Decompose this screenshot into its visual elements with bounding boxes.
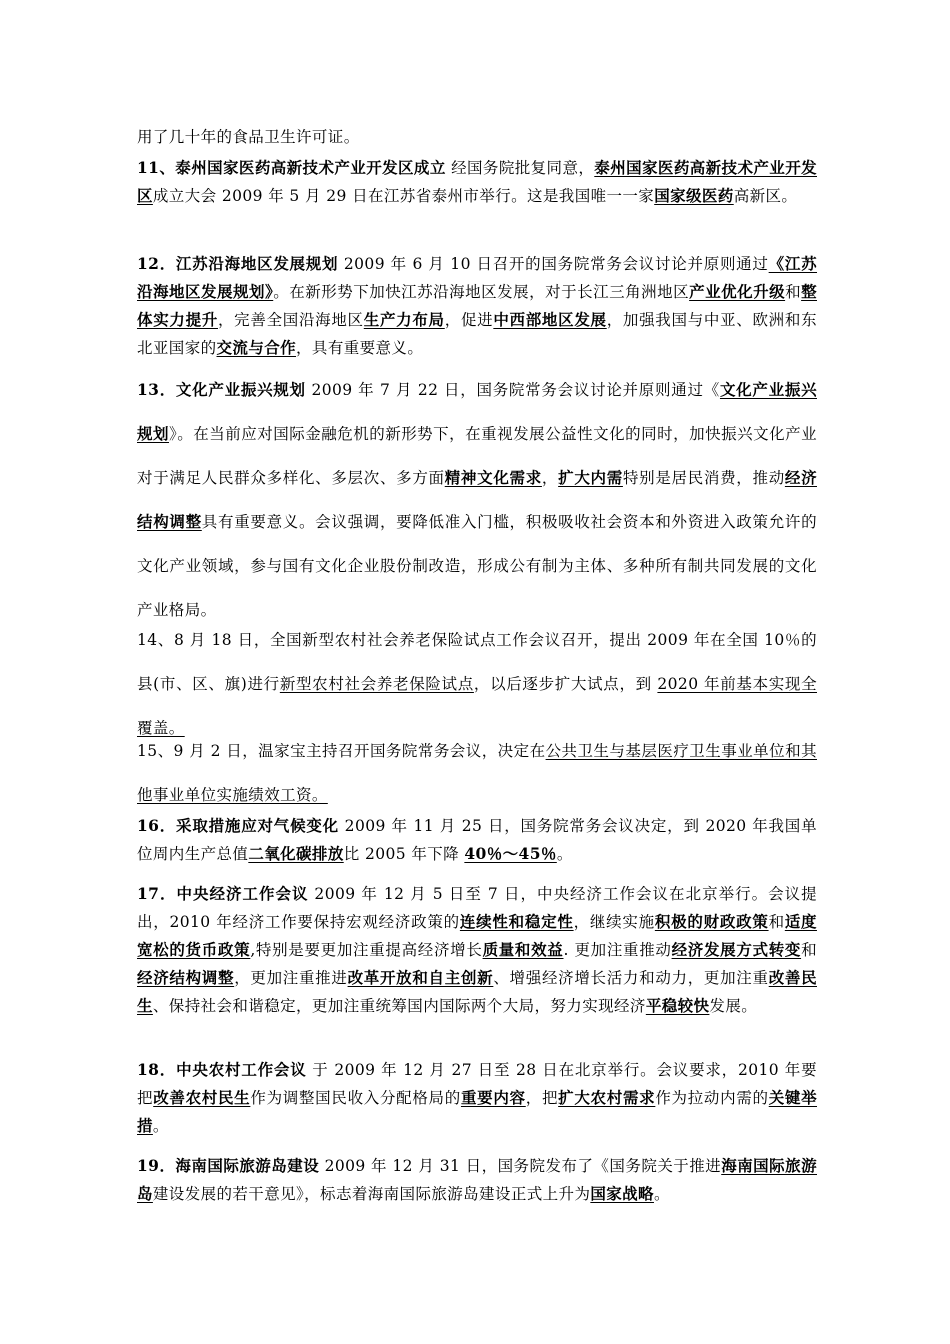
- heading-text: 11、泰州国家医药高新技术产业开发区成立: [137, 158, 446, 177]
- body-text: 2009 年 7 月 22 日，国务院常务会议讨论并原则通过《: [305, 381, 720, 399]
- key-term: 海南国际旅游岛: [137, 1156, 817, 1203]
- heading-text: 13．文化产业振兴规划: [137, 380, 306, 399]
- body-text: 作为拉动内需的: [655, 1089, 769, 1107]
- key-term: 平稳较快: [645, 996, 710, 1015]
- body-text: 2009 年 12 月 31 日，国务院发布了《国务院关于推进: [319, 1157, 722, 1175]
- key-term: 扩大内需: [558, 468, 623, 487]
- body-text: ,特别是要更加注重提高经济增长: [250, 941, 483, 959]
- body-text: 和: [801, 941, 817, 959]
- body-text: ，继续实施: [573, 913, 655, 931]
- body-text: 。: [653, 1185, 670, 1203]
- key-term: 产业优化升级: [689, 282, 786, 301]
- paragraph-continuation: [137, 123, 817, 151]
- key-term: 新型农村社会养老保险试点: [279, 675, 474, 693]
- body-text: 、增强经济增长活力和动力，更加注重: [493, 969, 769, 987]
- body-text: ，加强我国与中亚、欧洲和东北亚国家的: [137, 311, 817, 357]
- body-text: ，: [541, 469, 559, 487]
- body-text: 经国务院批复同意，: [445, 159, 595, 177]
- key-term: 改善民生: [137, 968, 817, 1015]
- key-term: 40％～45％: [464, 844, 557, 863]
- key-term: 交流与合作: [216, 338, 297, 357]
- body-text: 、保持社会和谐稳定，更加注重统筹国内国际两个大局，努力实现经济: [152, 997, 646, 1015]
- heading-text: 19．海南国际旅游岛建设: [137, 1156, 320, 1175]
- body-text: ，把: [525, 1089, 559, 1107]
- body-text: 。: [152, 1117, 169, 1135]
- body-text: 2009 年 12 月 5 日至 7 日，中央经济工作会议在北京举行。会议提出，2010 年经济工作要保持宏观经济政策的: [137, 885, 817, 931]
- body-text: 。: [556, 845, 573, 863]
- paragraph-12: [137, 250, 817, 362]
- body-text: 发展。: [709, 997, 758, 1015]
- heading-text: 16．采取措施应对气候变化: [137, 816, 339, 835]
- paragraph-16: [137, 812, 817, 868]
- key-term: 国家战略: [590, 1184, 654, 1203]
- paragraph-19: [137, 1152, 817, 1208]
- key-term: 公共卫生与基层医疗卫生事业单位和其他事业单位实施绩效工资。: [137, 742, 817, 804]
- paragraph-15: [137, 729, 817, 817]
- key-term: 扩大农村需求: [558, 1088, 656, 1107]
- body-text: ，具有重要意义。: [296, 339, 424, 357]
- body-text: 高新区。: [733, 187, 798, 205]
- body-text: 和: [785, 283, 802, 301]
- body-text: ，更加注重推进: [234, 969, 348, 987]
- key-term: 改善农村民生: [153, 1088, 251, 1107]
- key-term: 经济结构调整: [137, 968, 235, 987]
- heading-text: 12．江苏沿海地区发展规划: [137, 254, 339, 273]
- body-text: 成立大会 2009 年 5 月 29 日在江苏省泰州市举行。这是我国唯一一家: [152, 187, 655, 205]
- body-text: 2009 年 6 月 10 日召开的国务院常务会议讨论并原则通过: [338, 255, 769, 273]
- key-term: 改革开放和自主创新: [347, 968, 494, 987]
- key-term: 二氧化碳排放: [248, 844, 344, 863]
- body-text: 用了几十年的食品卫生许可证。: [137, 128, 360, 146]
- body-text: . 更加注重推动: [563, 941, 672, 959]
- body-text: 》。在当前应对国际金融危机的新形势下，在重视发展公益性文化的同时，加快振兴文化产业对于满足人民群众多样化、多层次、多方面: [137, 425, 817, 487]
- key-term: 适度宽松的货币政策: [137, 912, 817, 959]
- key-term: 整体实力提升: [137, 282, 817, 329]
- paragraph-11: [137, 154, 817, 210]
- body-text: 和: [768, 913, 785, 931]
- body-text: ，促进: [444, 311, 494, 329]
- key-term: 文化产业振兴规划: [137, 380, 817, 443]
- key-term: 关键举措: [137, 1088, 818, 1135]
- key-term: 精神文化需求: [444, 468, 542, 487]
- body-text: 14、8 月 18 日，全国新型农村社会养老保险试点工作会议召开，提出 2009 年在全国 10％的县(市、区、旗)进行: [137, 631, 817, 693]
- body-text: ，完善全国沿海地区: [217, 311, 364, 329]
- body-text: 作为调整国民收入分配格局的: [250, 1089, 461, 1107]
- key-term: 经济结构调整: [137, 468, 817, 531]
- body-text: 于 2009 年 12 月 27 日至 28 日在北京举行。会议要求，2010 年要把: [137, 1061, 817, 1107]
- key-term: 积极的财政政策: [654, 912, 769, 931]
- key-term: 2020 年前基本实现全覆盖。: [137, 675, 817, 737]
- heading-text: 18．中央农村工作会议: [137, 1060, 307, 1079]
- key-term: 重要内容: [460, 1088, 526, 1107]
- key-term: 经济发展方式转变: [671, 940, 802, 959]
- key-term: 国家级医药: [654, 186, 734, 205]
- key-term: 中西部地区发展: [493, 310, 607, 329]
- body-text: 比 2005 年下降: [343, 845, 465, 863]
- body-text: 特别是居民消费，推动: [622, 469, 785, 487]
- key-term: 质量和效益: [482, 940, 564, 959]
- body-text: ，以后逐步扩大试点，到: [473, 675, 658, 693]
- body-text: 。在新形势下加快江苏沿海地区发展，对于长江三角洲地区: [273, 283, 690, 301]
- body-text: 具有重要意义。会议强调，要降低准入门槛，积极吸收社会资本和外资进入政策允许的文化产业领域，参与国有文化企业股份制改造，形成公有制为主体、多种所有制共同发展的文化产业格局。: [137, 513, 817, 619]
- key-term: 《江苏沿海地区发展规划》: [137, 254, 818, 301]
- paragraph-17: [137, 880, 817, 1020]
- heading-text: 17．中央经济工作会议: [137, 884, 309, 903]
- paragraph-18: [137, 1056, 817, 1140]
- key-term: 连续性和稳定性: [459, 912, 574, 931]
- paragraph-13: [137, 368, 817, 632]
- key-term: 泰州国家医药高新技术产业开发区: [137, 158, 817, 205]
- body-text: 2009 年 11 月 25 日，国务院常务会议决定，到 2020 年我国单位周内生产总值: [137, 817, 817, 863]
- key-term: 生产力布局: [363, 310, 445, 329]
- body-text: 15、9 月 2 日，温家宝主持召开国务院常务会议，决定在: [137, 742, 546, 760]
- body-text: 建设发展的若干意见》，标志着海南国际旅游岛建设正式上升为: [152, 1185, 591, 1203]
